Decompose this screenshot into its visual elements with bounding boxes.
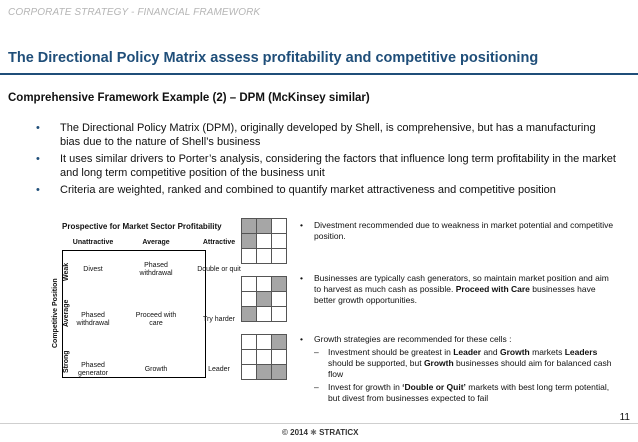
matrix-cell: Phased withdrawal <box>139 261 173 277</box>
bullet-icon: • <box>36 184 40 196</box>
bullet-icon: • <box>300 273 303 283</box>
bullet-icon: • <box>36 122 40 134</box>
cash-grid-icon <box>241 276 287 322</box>
matrix-cell: Divest <box>83 265 103 273</box>
footer-divider <box>0 423 638 424</box>
note-item: • Businesses are typically cash generators, so maintain market position and aim to harvest as much cash as possible. Proceed with Care businesses have better growth opportunities. <box>300 273 609 305</box>
matrix-cell: Phased withdrawal <box>76 311 110 327</box>
row-head-strong: Strong <box>63 350 70 373</box>
note-cash <box>300 273 615 308</box>
growth-grid-icon <box>241 334 287 380</box>
col-head-average: Average <box>142 239 170 246</box>
dash-icon: – <box>314 347 319 357</box>
bullet-icon: • <box>300 220 303 230</box>
header-label: CORPORATE STRATEGY - FINANCIAL FRAMEWORK <box>8 7 261 18</box>
note-growth <box>300 334 615 406</box>
policy-matrix <box>71 251 241 389</box>
note-divest <box>300 220 615 244</box>
brand-name: STRATICX <box>319 428 359 437</box>
matrix-cell: Proceed with care <box>135 311 177 327</box>
matrix-cell: Growth <box>144 365 168 373</box>
matrix-cell: Try harder <box>202 315 236 323</box>
title-divider <box>0 73 638 75</box>
row-head-average: Average <box>63 299 70 327</box>
footer-brand <box>282 428 359 437</box>
copyright-text: © 2014 <box>282 428 308 437</box>
note-subitem: – Investment should be greatest in Leader and Growth markets Leaders should be supported, but Growth businesses should aim for balanced cash flow <box>314 347 612 379</box>
note-subitem: – Invest for growth in ‘Double or Quit’ markets with best long term potential, but divest from businesses expected to fail <box>314 382 610 403</box>
matrix-cell: Phased generator <box>78 361 108 377</box>
matrix-cell: Leader <box>208 365 230 373</box>
note-item: • Growth strategies are recommended for these cells : <box>300 334 512 344</box>
dash-icon: – <box>314 382 319 392</box>
bullet-icon: • <box>36 153 40 165</box>
col-head-attractive: Attractive <box>202 239 236 246</box>
section-subtitle: Comprehensive Framework Example (2) – DPM (McKinsey similar) <box>8 92 370 104</box>
page-number: 11 <box>619 412 630 423</box>
bullet-item: • The Directional Policy Matrix (DPM), originally developed by Shell, is comprehensive, but has a manufacturing bias due to the nature of Shell’s business <box>36 122 596 148</box>
straticx-logo-icon: ✱ <box>310 428 317 437</box>
note-item: • Divestment recommended due to weakness in market potential and competitive position. <box>300 220 614 241</box>
divest-grid-icon <box>241 218 287 264</box>
bullet-icon: • <box>300 334 303 344</box>
page-title: The Directional Policy Matrix assess profitability and competitive positioning <box>8 50 539 66</box>
col-head-unattractive: Unattractive <box>72 239 114 246</box>
intro-bullets <box>36 122 616 202</box>
bullet-item: • It uses similar drivers to Porter’s analysis, considering the factors that influence long term profitability in the market and long term competitive position of the business unit <box>36 153 616 179</box>
row-head-weak: Weak <box>63 262 70 281</box>
matrix-cell: Double or quit <box>197 265 241 273</box>
competitive-position-label: Competitive Position <box>52 278 59 348</box>
bullet-item: • Criteria are weighted, ranked and combined to quantify market attractiveness and competitive position <box>36 184 556 196</box>
matrix-title: Prospective for Market Sector Profitability <box>62 222 222 231</box>
